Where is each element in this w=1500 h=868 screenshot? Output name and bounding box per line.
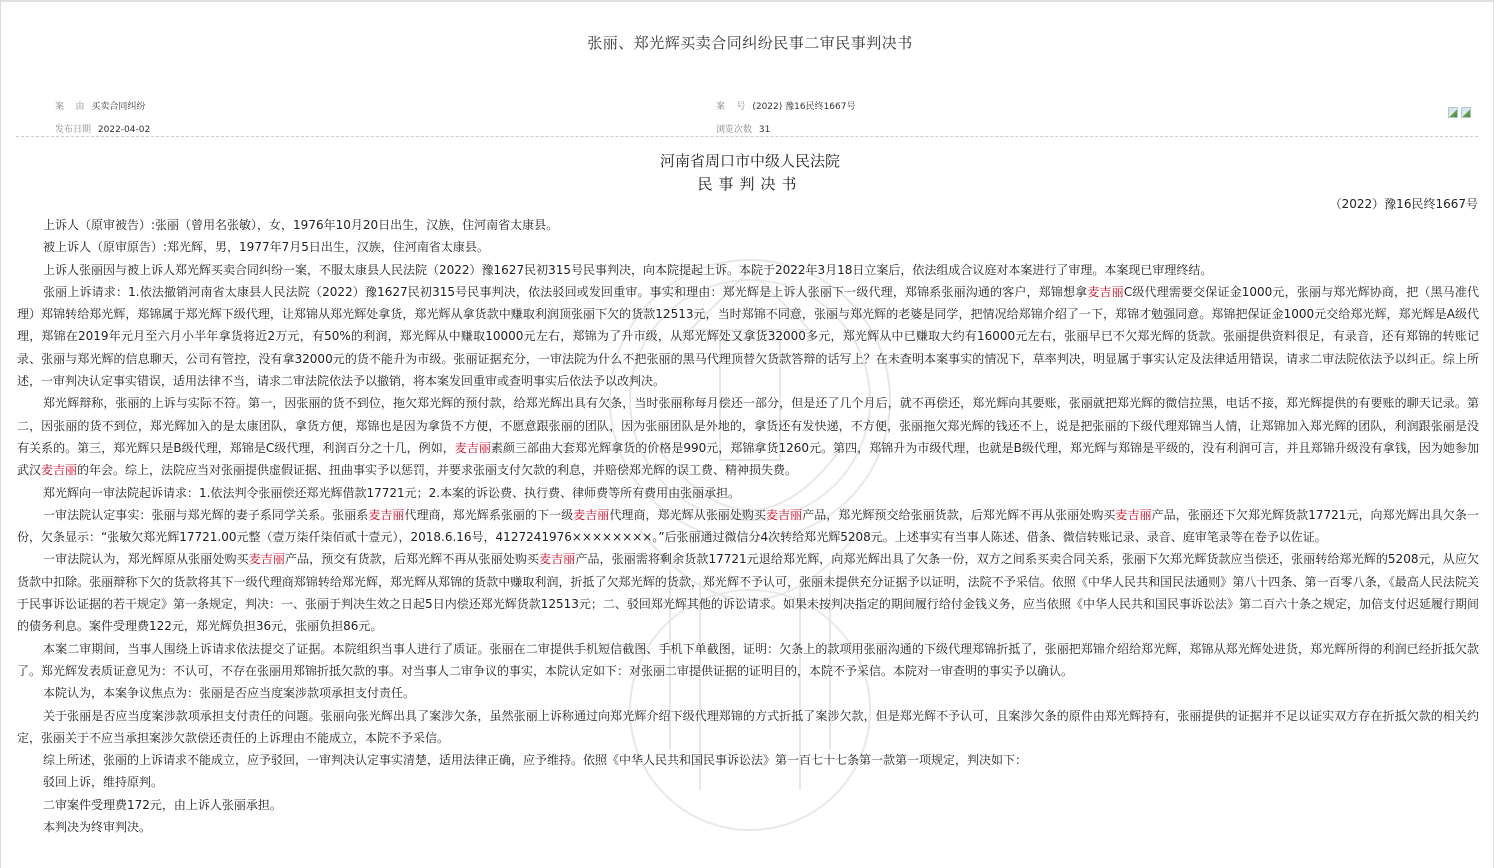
judgment-paragraph — [17, 682, 1479, 704]
header-divider — [16, 136, 1478, 137]
paragraph-text: 关于张丽是否应当度案涉款项承担支付责任的问题。张丽向张光辉出具了案涉欠条，虽然张丽上诉称通过向郑光辉介绍下级代理郑锦的方式折抵了案涉欠款，但是郑光辉不予认可，且案涉欠条的原件由郑光辉持有，张丽提供的证据并不足以证实双方存在折抵欠款的相关约定，张丽关于不应当承担案涉欠款偿还责任的上诉理由不能成立，本院不予采信。 — [17, 708, 1479, 745]
paragraph-text: 代理商，郑光辉从张丽处购买 — [609, 507, 766, 522]
paragraph-text: 的年会。综上，法院应当对张丽提供虚假证据、扭曲事实予以惩罚，并要求张丽支付欠款的利息，并赔偿郑光辉的误工费、精神损失费。 — [77, 463, 798, 478]
paragraph-text: 上诉人（原审被告）:张丽（曾用名张敏），女，1976年10月20日出生，汉族，住河南省太康县。 — [43, 218, 559, 232]
court-name: 河南省周口市中级人民法院 — [659, 152, 840, 170]
meta-publish-date-label: 发布日期 — [55, 125, 92, 135]
judgment-paragraph — [17, 548, 1479, 637]
paragraph-text: 被上诉人（原审原告）:郑光辉，男，1977年7月5日出生，汉族，住河南省太康县。 — [43, 240, 489, 255]
judgment-paragraph — [17, 214, 1479, 236]
highlighted-keyword: 麦吉丽 — [539, 552, 576, 567]
judgment-paragraph — [17, 816, 1479, 838]
paragraph-text: 郑光辉辩称，张丽的上诉与实际不符。第一，因张丽的货不到位，拖欠郑光辉的预付款，给郑光辉出具有欠条，当时张丽称每月偿还一部分，但是还了几个月后，就不再偿还，郑光辉向其要账，张丽就把郑光辉的微信拉黑，电话不接，郑光辉提供的有要账的聊天记录。第二，因张丽的货不到位，郑光辉加入的是太康团队，拿货方便，郑锦也是因为拿货不方便，不愿意跟张丽的团队，因为张丽团队是外地的，拿货还有发快递，不方便，张丽拖欠郑光辉的钱还不上，说是把张丽的下级代理郑锦当人情，让郑锦加入郑光辉的团队，利润跟张丽是没有关系的。第三，郑光辉只是B级代理，郑锦是C级代理，利润百分之十几，例如， — [17, 396, 1479, 455]
meta-case-no — [716, 99, 855, 112]
paragraph-text: 产品，郑光辉预交给张丽货款，后郑光辉不再从张丽处购买 — [802, 507, 1116, 522]
highlighted-keyword: 麦吉丽 — [368, 507, 405, 522]
highlighted-keyword: 麦吉丽 — [248, 552, 285, 567]
meta-views-value: 31 — [758, 125, 771, 135]
paragraph-text: 二审案件受理费172元，由上诉人张丽承担。 — [43, 797, 282, 812]
meta-cause — [55, 99, 145, 112]
highlighted-keyword: 麦吉丽 — [573, 507, 610, 522]
page-title: 张丽、郑光辉买卖合同纠纷民事二审民事判决书 — [587, 34, 913, 52]
paragraph-text: 本判决为终审判决。 — [43, 820, 152, 835]
paragraph-text: 一审法院认定事实：张丽与郑光辉的妻子系同学关系。张丽系 — [43, 507, 369, 522]
header-icon-group — [1448, 107, 1471, 118]
highlighted-keyword: 麦吉丽 — [1115, 507, 1152, 522]
paragraph-text: 代理商，郑光辉系张丽的下一级 — [404, 507, 574, 522]
highlighted-keyword: 麦吉丽 — [1087, 284, 1124, 299]
meta-case-no-value: (2022) 豫16民终1667号 — [752, 102, 856, 112]
paragraph-text: 产品，预交有货款，后郑光辉不再从张丽处购买 — [284, 552, 540, 567]
highlighted-keyword: 麦吉丽 — [41, 463, 78, 478]
meta-cause-label: 案 由 — [55, 102, 85, 112]
judgment-paragraph — [17, 236, 1479, 258]
judgment-paragraph — [17, 638, 1479, 683]
document-case-number: （2022）豫16民终1667号 — [1329, 197, 1478, 211]
broken-image-icon[interactable] — [1461, 107, 1471, 118]
meta-cause-value: 买卖合同纠纷 — [91, 102, 146, 112]
paragraph-text: 本院认为，本案争议焦点为：张丽是否应当度案涉款项承担支付责任。 — [43, 686, 416, 701]
paragraph-text: 郑光辉向一审法院起诉请求：1.依法判令张丽偿还郑光辉借款17721元；2.本案的诉讼费、执行费、律师费等所有费用由张丽承担。 — [43, 485, 741, 500]
highlighted-keyword: 麦吉丽 — [454, 440, 491, 455]
judgment-paragraph — [17, 482, 1479, 504]
judgment-paragraph — [17, 504, 1479, 549]
paragraph-text: 驳回上诉，维持原判。 — [43, 775, 164, 790]
highlighted-keyword: 麦吉丽 — [765, 507, 803, 522]
judgment-paragraph — [17, 705, 1479, 750]
broken-image-icon[interactable] — [1448, 107, 1458, 118]
meta-views-label: 浏览次数 — [716, 125, 753, 135]
paragraph-text: 张丽上诉请求：1.依法撤销河南省太康县人民法院（2022）豫1627民初315号民事判决，依法驳回或发回重审。事实和理由：郑光辉是上诉人张丽下一级代理，郑锦系张丽沟通的客户，郑锦想拿 — [43, 284, 1088, 299]
meta-views — [716, 122, 770, 135]
judgment-paragraph — [17, 749, 1479, 771]
paragraph-text: 一审法院认为，郑光辉原从张丽处购买 — [43, 552, 249, 567]
judgment-paragraph — [17, 771, 1479, 793]
paragraph-text: C级代理需要交保证金1000元，张丽与郑光辉协商，把（黑马准代理）郑锦转给郑光辉，郑锦属于郑光辉下级代理，让郑锦从郑光辉处拿货，郑光辉从拿货款中赚取利润顶张丽下欠的货款12513元，当时郑锦不同意，张丽与郑光辉的老婆是同学，把情况给郑锦介绍了一下，郑锦才勉强同意。郑锦把保证金1000元交给郑光辉，郑光辉是A级代理，郑锦在2019年元月至六月小半年拿货将近2万元，有50%的利润，郑光辉从中赚取10000元左右，郑锦为了升市级，从郑光辉处又拿货32000多元，郑光辉从中已赚取大约有16000元左右，张丽早已不欠郑光辉的货款。张丽提供资料很足，有录音，还有郑锦的转账记录、张丽与郑光辉的信息聊天，公司有管控，没有拿32000元的货不能升为市级。张丽证据充分，一审法院为什么不把张丽的黑马代理顶替欠货款答辩的话写上？在未查明本案事实的情况下，草率判决，明显属于事实认定及法律适用错误，请求二审法院依法予以纠正。综上所述，一审判决认定事实错误，适用法律不当，请求二审法院依法予以撤销，将本案发回重审或查明事实后依法予以改判决。 — [17, 284, 1479, 389]
meta-publish-date — [55, 122, 150, 135]
judgment-body — [17, 214, 1479, 838]
document-type: 民事判决书 — [697, 175, 803, 193]
judgment-paragraph — [17, 392, 1479, 481]
judgment-paragraph — [17, 281, 1479, 392]
paragraph-text: 素颜三部曲大套郑光辉拿货的价格是990元，郑锦拿货1260元。第四，郑锦升为市级代理，也就是B级代理，郑光辉与郑锦是平级的，没有利润可言，并且郑锦升级没有拿钱，因为她参加武汉 — [17, 440, 1479, 478]
paragraph-text: 上诉人张丽因与被上诉人郑光辉买卖合同纠纷一案，不服太康县人民法院（2022）豫1627民初315号民事判决，向本院提起上诉。本院于2022年3月18日立案后，依法组成合议庭对本案进行了审理。本案现已审理终结。 — [43, 262, 1213, 277]
meta-publish-date-value: 2022-04-02 — [97, 125, 151, 135]
paragraph-text: 产品，张丽需将剩余货款17721元退给郑光辉，向郑光辉出具了欠条一份，双方之间系买卖合同关系，张丽下欠郑光辉货款应当偿还，张丽转给郑光辉的5208元，从应欠货款中扣除。张丽辩称下欠的货款将其下一级代理商郑锦转给郑光辉，郑光辉从郑锦的货款中赚取利润，折抵了欠郑光辉的货款，郑光辉不予认可，张丽未提供充分证据予以证明，法院不予采信。依照《中华人民共和国民法通则》第八十四条、第一百零八条，《最高人民法院关于民事诉讼证据的若干规定》第一条规定，判决：一、张丽于判决生效之日起5日内偿还郑光辉货款12513元；二、驳回郑光辉其他的诉讼请求。如果未按判决指定的期间履行给付金钱义务，应当依照《中华人民共和国民事诉讼法》第二百六十条之规定，加倍支付迟延履行期间的债务利息。案件受理费122元，郑光辉负担36元，张丽负担86元。 — [17, 552, 1479, 634]
paragraph-text: 本案二审期间，当事人围绕上诉请求依法提交了证据。本院组织当事人进行了质证。张丽在二审提供手机短信截图、手机下单截图，证明：欠条上的款项用张丽沟通的下级代理郑锦折抵了，张丽把郑锦介绍给郑光辉，郑锦从郑光辉处进货，郑光辉所得的利润已经折抵欠款了。郑光辉发表质证意见为：不认可，不存在张丽用郑锦折抵欠款的事。对当事人二审争议的事实，本院认定如下：对张丽二审提供证据的证明目的，本院不予采信。本院对一审查明的事实予以确认。 — [17, 641, 1479, 678]
paragraph-text: 产品，张丽还下欠郑光辉货款17721元，向郑光辉出具欠条一份，欠条显示：“张敏欠郑光辉17721.00元整（壹万柒仟柒佰贰十壹元），2018.6.16号，4127241976××××××××。”后张丽通过微信分4次转给郑光辉5208元。上述事实有当事人陈述、借条、微信转账记录、录音、庭审笔录等在卷予以佐证。 — [17, 507, 1479, 545]
judgment-paragraph — [17, 794, 1479, 816]
meta-case-no-label: 案 号 — [716, 102, 746, 112]
paragraph-text: 综上所述，张丽的上诉请求不能成立，应予驳回，一审判决认定事实清楚，适用法律正确，应予维持。依照《中华人民共和国民事诉讼法》第一百七十七条第一款第一项规定，判决如下： — [43, 753, 1028, 768]
judgment-paragraph — [17, 259, 1479, 281]
